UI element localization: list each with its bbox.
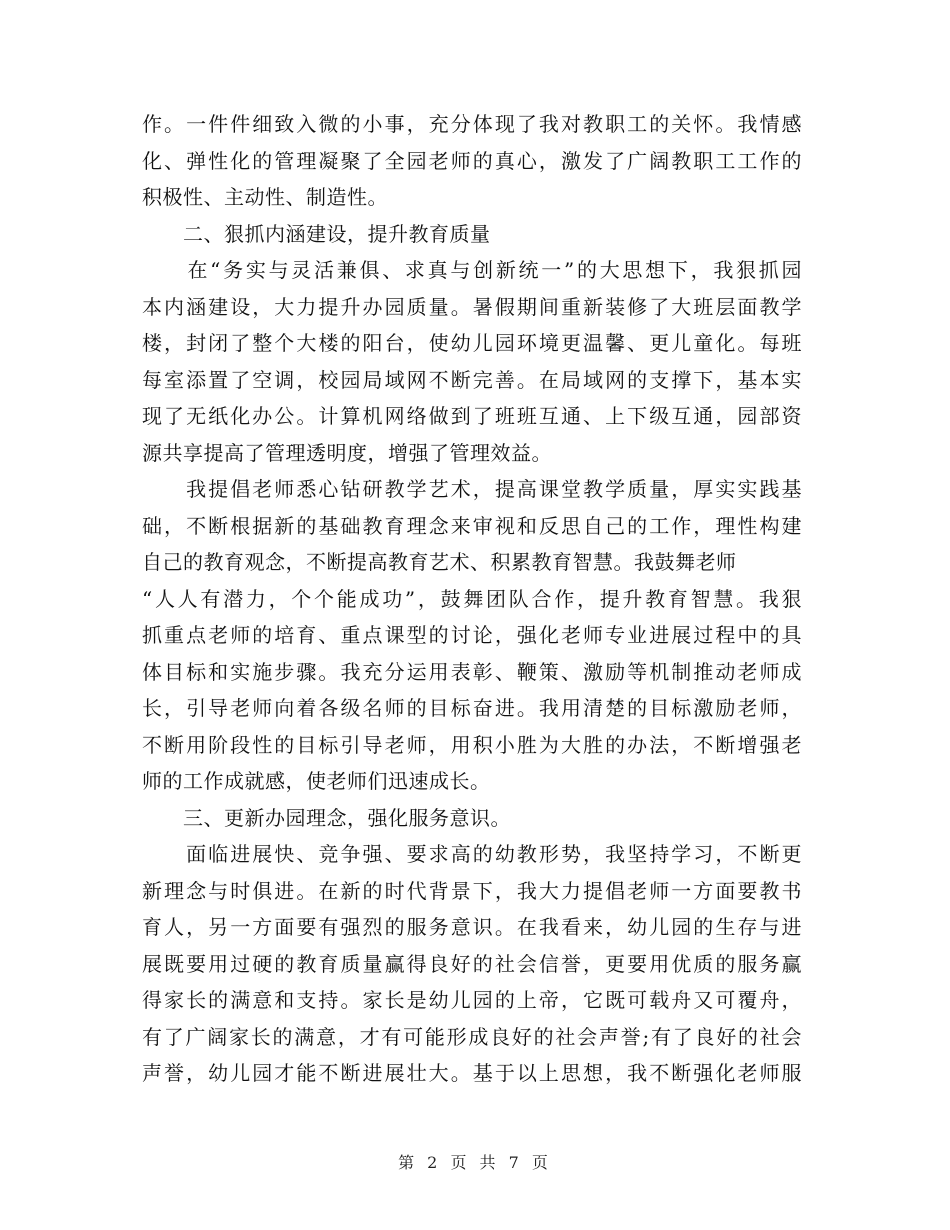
text-line: 育人，另一方面要有强烈的服务意识。在我看来，幼儿园的生存与进 [142, 915, 802, 939]
text-line: 新理念与时俱进。在新的时代背景下，我大力提倡老师一方面要教书 [142, 878, 802, 903]
text-line: 每室添置了空调，校园局域网不断完善。在局域网的支撑下，基本实 [142, 367, 802, 392]
text-line: 体目标和实施步骤。我充分运用表彰、鞭策、激励等机制推动老师成 [142, 659, 802, 684]
text-line: 自己的教育观念，不断提高教育艺术、积累教育智慧。我鼓舞老师 [142, 550, 737, 574]
text-line: 本内涵建设，大力提升办园质量。暑假期间重新装修了大班层面教学 [142, 294, 802, 319]
text-line: 楼，封闭了整个大楼的阳台，使幼儿园环境更温馨、更儿童化。每班 [142, 331, 802, 355]
text-line: 化、弹性化的管理凝聚了全园老师的真心，激发了广阔教职工工作的 [142, 148, 802, 173]
text-line: 得家长的满意和支持。家长是幼儿园的上帝，它既可载舟又可覆舟， [142, 988, 802, 1012]
text-line: 我提倡老师悉心钻研教学艺术，提高课堂教学质量，厚实实践基 [142, 477, 802, 501]
text-line: 作。一件件细致入微的小事，充分体现了我对教职工的关怀。我情感 [142, 112, 802, 136]
text-line: 础，不断根据新的基础教育理念来审视和反思自己的工作，理性构建 [142, 513, 802, 538]
text-line: 展既要用过硬的教育质量赢得良好的社会信誉，更要用优质的服务赢 [142, 951, 802, 976]
text-line: “人人有潜力，个个能成功”，鼓舞团队合作，提升教育智慧。我狠 [142, 586, 802, 611]
text-line: 积极性、主动性、制造性。 [142, 185, 388, 209]
text-line: 声誉，幼儿园才能不断进展壮大。基于以上思想，我不断强化老师服 [142, 1061, 802, 1085]
text-line: 有了广阔家长的满意，才有可能形成良好的社会声誉;有了良好的社会 [142, 1024, 802, 1049]
document-body [142, 106, 802, 1092]
section-heading: 二、狠抓内涵建设，提升教育质量 [142, 221, 491, 246]
text-line: 抓重点老师的培育、重点课型的讨论，强化老师专业进展过程中的具 [142, 623, 802, 647]
text-line: 在“务实与灵活兼俱、求真与创新统一”的大思想下，我狠抓园 [142, 258, 802, 282]
text-line: 长，引导老师向着各级名师的目标奋进。我用清楚的目标激励老师， [142, 696, 802, 720]
section-heading: 三、更新办园理念，强化服务意识。 [142, 805, 511, 830]
text-line: 现了无纸化办公。计算机网络做到了班班互通、上下级互通，园部资 [142, 404, 802, 428]
text-line: 不断用阶段性的目标引导老师，用积小胜为大胜的办法，不断增强老 [142, 732, 802, 757]
text-line: 源共享提高了管理透明度，增强了管理效益。 [142, 440, 552, 465]
text-line: 面临进展快、竞争强、要求高的幼教形势，我坚持学习，不断更 [142, 842, 802, 866]
page-number-footer: 第 2 页 共 7 页 [398, 1153, 552, 1172]
text-line: 师的工作成就感，使老师们迅速成长。 [142, 769, 491, 793]
